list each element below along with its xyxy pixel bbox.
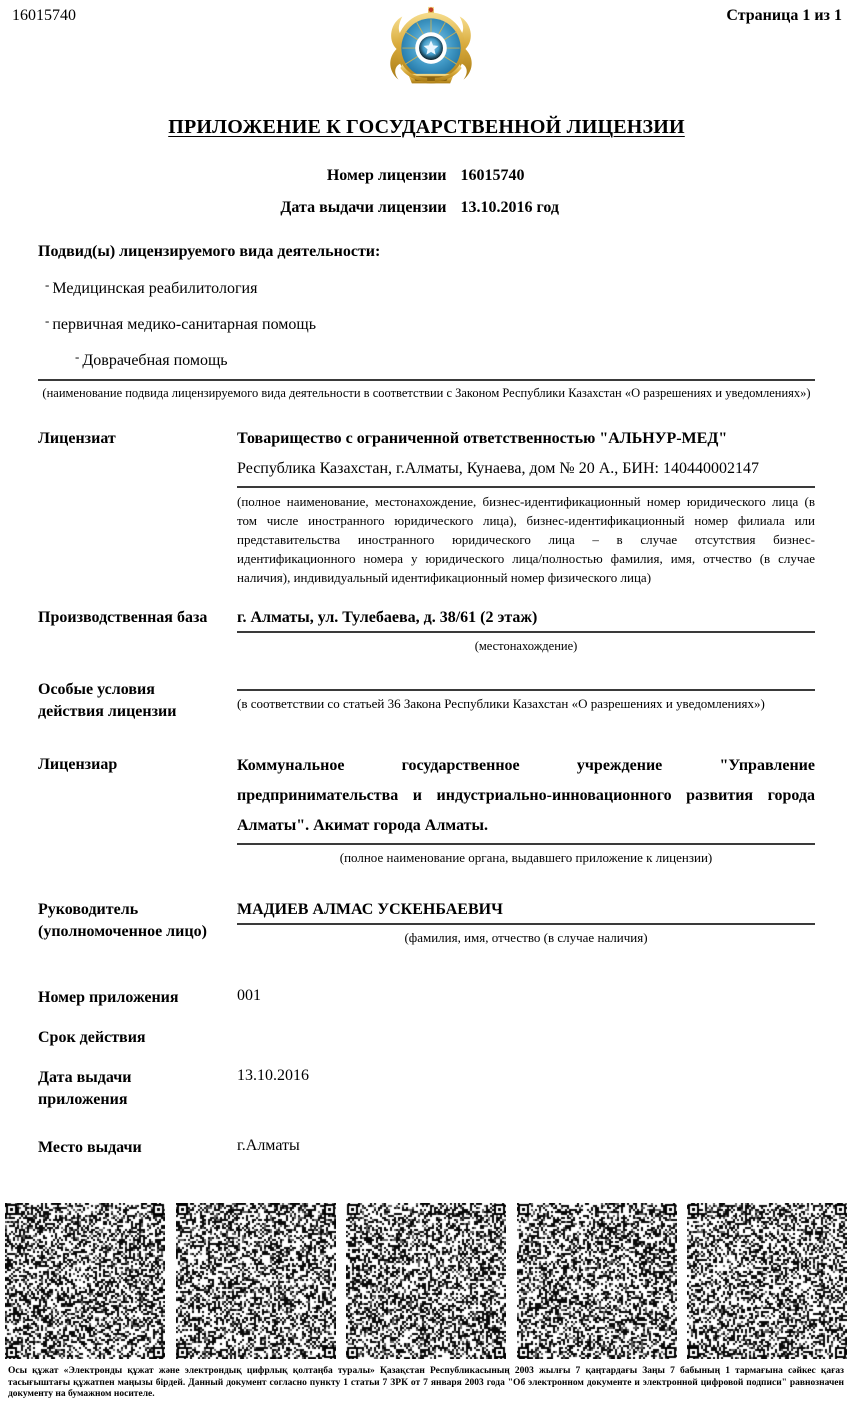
- attachment-number-value: 001: [237, 987, 261, 1004]
- qr-code: [176, 1203, 336, 1359]
- issue-date-value: 13.10.2016: [237, 1067, 309, 1084]
- dash-bullet-icon: -: [75, 349, 80, 364]
- license-number-label: Номер лицензии: [326, 167, 447, 184]
- licensee-name: Товарищество с ограниченной ответственностью "АЛЬНУР-МЕД": [237, 430, 728, 447]
- head-person-row: [38, 899, 815, 947]
- special-conditions-label: Особые условия действия лицензии: [38, 681, 177, 720]
- divider-line: [237, 486, 815, 488]
- subtype-item: - Медицинская реабилитология: [45, 277, 258, 297]
- subtypes-heading: Подвид(ы) лицензируемого вида деятельности:: [38, 243, 381, 260]
- issue-date-row: [38, 1067, 815, 1111]
- head-person-caption: (фамилия, имя, отчество (в случае наличия): [404, 930, 648, 945]
- licensor-label: Лицензиар: [38, 756, 118, 773]
- license-date-value: 13.10.2016 год: [460, 199, 559, 216]
- licensor-value: Коммунальное государственное учреждение "Управление предпринимательства и индустриально-инновационного развития города Алматы". Акимат города Алматы.: [237, 757, 815, 834]
- attachment-number-label: Номер приложения: [38, 989, 179, 1006]
- licensee-caption: (полное наименование, местонахождение, бизнес-идентификационный номер юридического лица (в том числе иностранного юридического лица), бизнес-идентификационный номер филиала или представительства иностранного юридического лица – в случае отсутствия бизнес-идентификационного номера у юридического лица/полностью фамилия, имя, отчество (в случае наличия), индивидуальный идентификационный номер физического лица): [237, 494, 815, 585]
- subtype-item: - Доврачебная помощь: [75, 349, 228, 369]
- issue-place-label: Место выдачи: [38, 1139, 142, 1156]
- signature-barcode-band: [0, 1203, 852, 1359]
- legal-note: Осы құжат «Электронды құжат және электрондық цифрлық қолтаңба туралы» Қазақстан Республикасының 2003 жылғы 7 қаңтардағы Заңы 7 бабының 1 тармағына сәйкес қағаз тасығыштағы құжатпен маңызы бірдей. Данный документ согласно пункту 1 статьи 7 ЗРК от 7 января 2003 года "Об электронном документе и электронной цифровой подписи" равнозначен документу на бумажном носителе.: [8, 1366, 844, 1399]
- divider-line: [237, 843, 815, 845]
- document-number: 16015740: [12, 7, 76, 24]
- production-base-caption: (местонахождение): [474, 639, 578, 653]
- head-person-value: МАДИЕВ АЛМАС УСКЕНБАЕВИЧ: [237, 901, 503, 918]
- validity-row: [38, 1027, 815, 1049]
- attachment-number-row: [38, 987, 815, 1009]
- qr-code: [346, 1203, 506, 1359]
- license-date-label: Дата выдачи лицензии: [280, 199, 447, 216]
- licensor-caption: (полное наименование органа, выдавшего приложение к лицензии): [339, 850, 713, 865]
- production-base-value: г. Алматы, ул. Тулебаева, д. 38/61 (2 этаж): [237, 609, 538, 626]
- head-person-label: Руководитель (уполномоченное лицо): [38, 901, 207, 940]
- licensor-row: [38, 751, 815, 867]
- kazakhstan-emblem-icon: [383, 5, 479, 93]
- document-title: ПРИЛОЖЕНИЕ К ГОСУДАРСТВЕННОЙ ЛИЦЕНЗИИ: [168, 116, 685, 138]
- divider-line: [237, 923, 815, 925]
- special-conditions-row: [38, 679, 815, 723]
- license-summary: [147, 167, 707, 217]
- divider-line: [237, 631, 815, 633]
- dash-bullet-icon: -: [45, 277, 50, 292]
- qr-code: [687, 1203, 847, 1359]
- qr-code: [517, 1203, 677, 1359]
- licensee-label: Лицензиат: [38, 430, 116, 447]
- validity-label: Срок действия: [38, 1029, 146, 1046]
- page-indicator: Страница 1 из 1: [726, 7, 842, 24]
- production-base-label: Производственная база: [38, 609, 208, 626]
- subtypes-caption: (наименование подвида лицензируемого вида деятельности в соответствии с Законом Республики Казахстан «О разрешениях и уведомлениях»): [42, 386, 811, 400]
- license-number-value: 16015740: [460, 167, 525, 184]
- page-header: [0, 0, 852, 92]
- special-conditions-caption: (в соответствии со статьей 36 Закона Республики Казахстан «О разрешениях и уведомлениях»): [237, 696, 765, 711]
- licensee-address: Республика Казахстан, г.Алматы, Кунаева, дом № 20 А., БИН: 140440002147: [237, 460, 759, 477]
- issue-place-row: [38, 1137, 815, 1159]
- divider-line: [237, 689, 815, 691]
- subtype-item: - первичная медико-санитарная помощь: [45, 313, 317, 333]
- divider-line: [38, 379, 815, 381]
- qr-code: [5, 1203, 165, 1359]
- production-base-row: [38, 607, 815, 655]
- licensee-row: [38, 424, 815, 587]
- dash-bullet-icon: -: [45, 313, 50, 328]
- issue-date-label: Дата выдачи приложения: [38, 1069, 132, 1108]
- issue-place-value: г.Алматы: [237, 1137, 300, 1154]
